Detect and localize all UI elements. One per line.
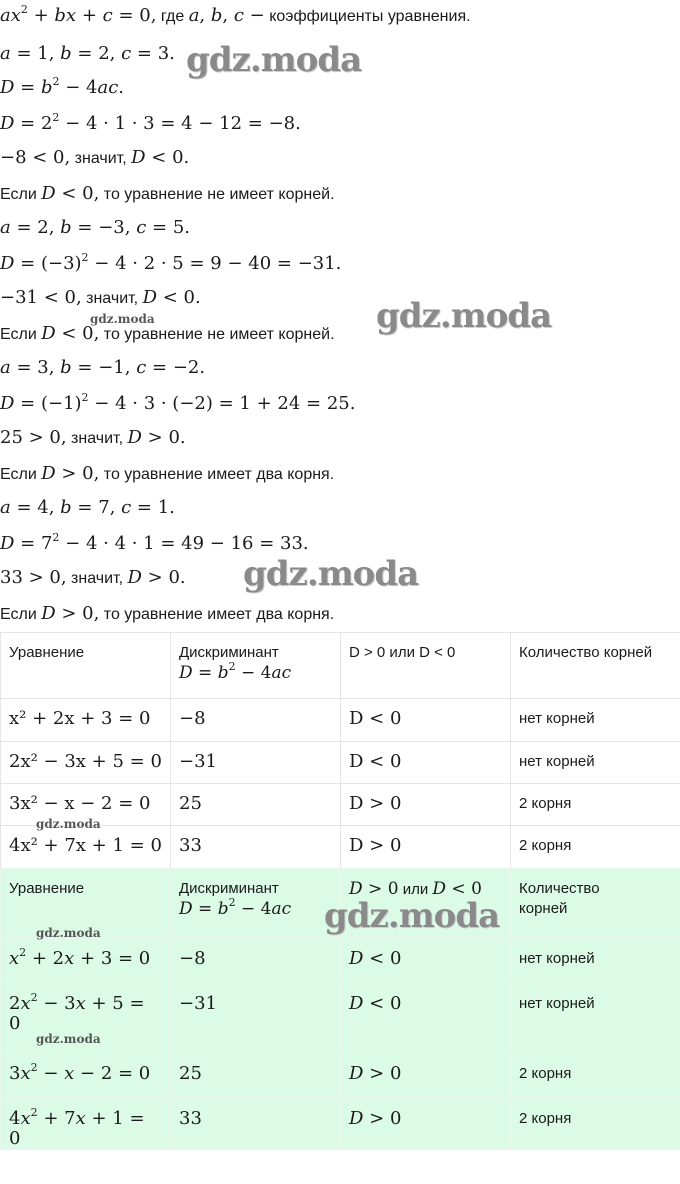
watermark-small: gdz.moda [90, 312, 155, 326]
cell-d: 33 [171, 1099, 341, 1150]
cell-compare: D > 0 [341, 784, 511, 826]
header-roots: Количество корней [511, 633, 680, 699]
table-row [1, 784, 680, 826]
watermark-small: gdz.moda [36, 1032, 101, 1046]
watermark: gdz.moda [243, 554, 419, 594]
header-discriminant: Дискриминант $D = b^2 - 4ac$ [171, 869, 341, 939]
line-compare-2: −31 < 0, значит, D < 0. [0, 287, 201, 308]
header-discriminant: Дискриминант $D = b^2 - 4ac$ [171, 633, 341, 699]
line-compare-3: 25 > 0, значит, D > 0. [0, 427, 186, 448]
cell-compare: D > 0 [341, 1054, 511, 1099]
results-table [0, 632, 680, 869]
table-row [1, 699, 680, 742]
cell-roots: нет корней [511, 742, 680, 784]
line-d-2: $D = (-3)^2 - 4 \cdot 2 \cdot 5 = 9 - 40 = -31$. [0, 251, 342, 274]
page-bottom [0, 1150, 680, 1184]
cell-compare: D < 0 [341, 939, 511, 984]
line-coeffs-2: a = 2, b = −3, c = 5. [0, 217, 190, 238]
line-d-4: $D = 7^2 - 4 \cdot 4 \cdot 1 = 49 - 16 = 33$. [0, 531, 309, 554]
cell-equation: $3x^2 - x - 2 = 0$ [1, 1054, 171, 1099]
line-general-equation: $ax^2$ + bx + c = 0, где a, b, c − коэффициенты уравнения. [0, 3, 471, 26]
cell-compare: D > 0 [341, 826, 511, 869]
cell-compare: D < 0 [341, 984, 511, 1054]
table-row [1, 1054, 680, 1099]
cell-equation: $x^2 + 2x + 3 = 0$ [1, 939, 171, 984]
cell-equation: 2x² − 3x + 5 = 0 [1, 742, 171, 784]
cell-d: 33 [171, 826, 341, 869]
header-equation: Уравнение [1, 869, 171, 939]
cell-roots: 2 корня [511, 1099, 680, 1150]
table-row [1, 826, 680, 869]
table-row [1, 1099, 680, 1150]
cell-roots: нет корней [511, 984, 680, 1054]
cell-d: 25 [171, 1054, 341, 1099]
watermark-small: gdz.moda [36, 817, 101, 831]
cell-d: −8 [171, 939, 341, 984]
cell-equation: x² + 2x + 3 = 0 [1, 699, 171, 742]
line-conclusion-3: Если D > 0, то уравнение имеет два корня. [0, 463, 335, 484]
cell-d: 25 [171, 784, 341, 826]
cell-compare: D < 0 [341, 699, 511, 742]
line-d-1: $D = 2^2 - 4 \cdot 1 \cdot 3 = 4 - 12 = -8$. [0, 111, 301, 134]
cell-d: −31 [171, 984, 341, 1054]
table-row [1, 984, 680, 1054]
cell-roots: нет корней [511, 699, 680, 742]
watermark-small: gdz.moda [36, 926, 101, 940]
cell-roots: нет корней [511, 939, 680, 984]
header-compare: D > 0 или D < 0 [341, 633, 511, 699]
line-d-formula: $D = b^2 - 4ac$. [0, 75, 125, 98]
line-conclusion-4: Если D > 0, то уравнение имеет два корня. [0, 603, 335, 624]
cell-roots: 2 корня [511, 826, 680, 869]
line-coeffs-3: a = 3, b = −1, c = −2. [0, 357, 206, 378]
table-row [1, 742, 680, 784]
header-compare: D > 0 или D < 0 [341, 869, 511, 939]
watermark: gdz.moda [376, 296, 552, 336]
watermark: gdz.moda [324, 896, 500, 936]
cell-equation: $2x^2 - 3x + 5$ = 0 [1, 984, 171, 1054]
header-roots: Количество корней [511, 869, 680, 939]
cell-equation: $4x^2 + 7x + 1$ = 0 [1, 1099, 171, 1150]
cell-roots: 2 корня [511, 784, 680, 826]
line-compare-1: −8 < 0, значит, D < 0. [0, 147, 190, 168]
line-coeffs-4: a = 4, b = 7, c = 1. [0, 497, 175, 518]
cell-compare: D > 0 [341, 1099, 511, 1150]
table-row [1, 939, 680, 984]
cell-roots: 2 корня [511, 1054, 680, 1099]
cell-d: −31 [171, 742, 341, 784]
cell-d: −8 [171, 699, 341, 742]
header-equation: Уравнение [1, 633, 171, 699]
line-compare-4: 33 > 0, значит, D > 0. [0, 567, 186, 588]
line-conclusion-1: Если D < 0, то уравнение не имеет корней. [0, 183, 335, 204]
table-header-row [1, 633, 680, 699]
line-coeffs-1: a = 1, b = 2, c = 3. [0, 43, 175, 64]
watermark: gdz.moda [186, 40, 362, 80]
cell-equation: 3x² − x − 2 = 0 [1, 784, 171, 826]
line-d-3: $D = (-1)^2 - 4 \cdot 3 \cdot (-2) = 1 + 24 = 25$. [0, 391, 356, 414]
line-conclusion-2: Если D < 0, то уравнение не имеет корней. [0, 323, 335, 344]
cell-equation: 4x² + 7x + 1 = 0 [1, 826, 171, 869]
cell-compare: D < 0 [341, 742, 511, 784]
